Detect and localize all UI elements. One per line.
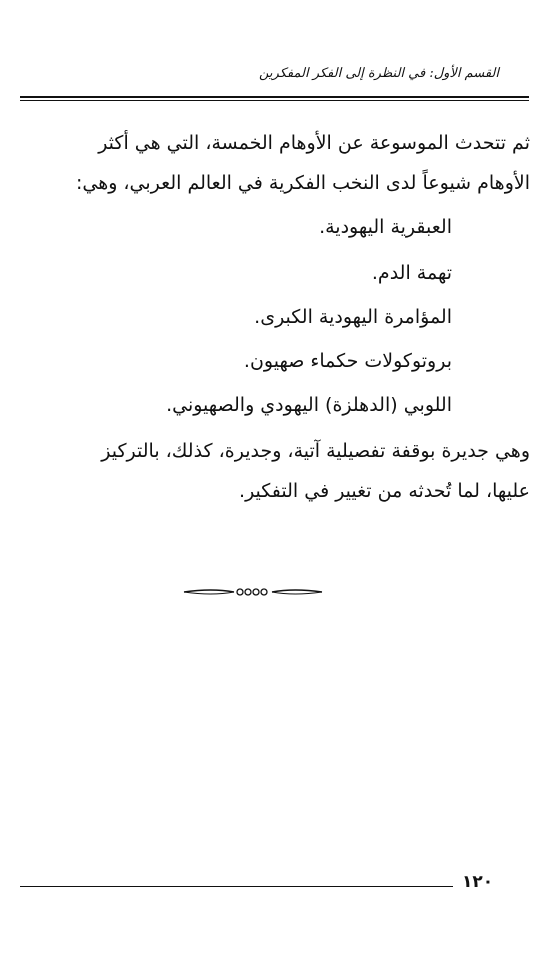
header-rule-thin bbox=[20, 100, 529, 101]
list-item-1: العبقرية اليهودية. bbox=[319, 216, 452, 238]
list-item-5: اللوبي (الدهلزة) اليهودي والصهيوني. bbox=[166, 394, 452, 416]
list-item-2: تهمة الدم. bbox=[371, 262, 452, 284]
section-ornament bbox=[182, 584, 324, 600]
page-number: ١٢٠ bbox=[462, 872, 494, 892]
intro-line-1: ثم تتحدث الموسوعة عن الأوهام الخمسة، التي هي أكثر bbox=[98, 132, 530, 154]
list-item-3: المؤامرة اليهودية الكبرى. bbox=[254, 306, 452, 328]
running-header: القسم الأول: في النظرة إلى الفكر المفكرين bbox=[259, 66, 499, 81]
closing-line-2: عليها، لما تُحدثه من تغيير في التفكير. bbox=[239, 480, 530, 502]
header-rule-thick bbox=[20, 96, 529, 98]
closing-line-1: وهي جديرة بوقفة تفصيلية آتية، وجديرة، كذلك، بالتركيز bbox=[101, 440, 530, 462]
list-item-4: بروتوكولات حكماء صهيون. bbox=[243, 350, 452, 372]
intro-line-2: الأوهام شيوعاً لدى النخب الفكرية في العالم العربي، وهي: bbox=[75, 172, 530, 194]
footer-rule bbox=[20, 886, 453, 887]
